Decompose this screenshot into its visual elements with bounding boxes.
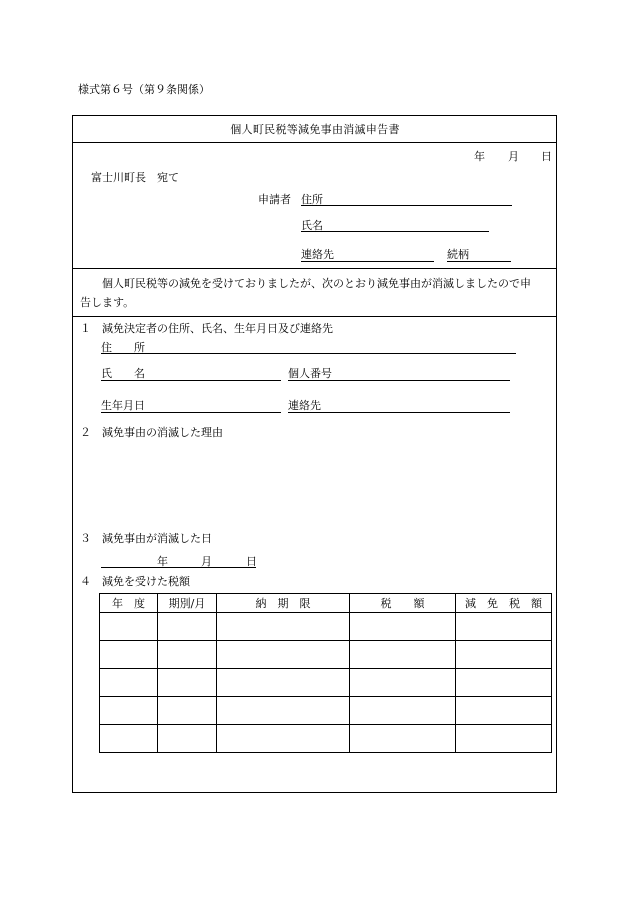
table-row bbox=[100, 641, 552, 669]
table-cell[interactable] bbox=[100, 613, 158, 641]
table-cell[interactable] bbox=[158, 641, 217, 669]
section1-address-field[interactable] bbox=[101, 353, 516, 354]
table-cell[interactable] bbox=[456, 641, 552, 669]
tax-table bbox=[99, 593, 552, 753]
section2-heading: ２ 減免事由の消滅した理由 bbox=[80, 426, 223, 439]
col-header-due-date: 納 期 限 bbox=[217, 594, 350, 613]
table-cell[interactable] bbox=[350, 697, 456, 725]
table-cell[interactable] bbox=[217, 669, 350, 697]
table-cell[interactable] bbox=[350, 613, 456, 641]
table-row bbox=[100, 697, 552, 725]
table-cell[interactable] bbox=[217, 725, 350, 753]
section2-reason-area[interactable] bbox=[100, 445, 550, 525]
applicant-address-field[interactable] bbox=[301, 205, 512, 206]
section1-heading: １ 減免決定者の住所、氏名、生年月日及び連絡先 bbox=[80, 322, 333, 335]
col-header-period: 期別/月 bbox=[158, 594, 217, 613]
table-cell[interactable] bbox=[158, 669, 217, 697]
section1-address-label: 住 所 bbox=[101, 341, 145, 354]
section1-birthdate-field[interactable] bbox=[101, 412, 281, 413]
section3-heading: ３ 減免事由が消滅した日 bbox=[80, 532, 212, 545]
table-cell[interactable] bbox=[456, 697, 552, 725]
applicant-name-field[interactable] bbox=[301, 231, 489, 232]
table-cell[interactable] bbox=[100, 697, 158, 725]
table-row bbox=[100, 725, 552, 753]
statement-line-1: 個人町民税等の減免を受けておりましたが、次のとおり減免事由が消滅しましたので申 bbox=[102, 277, 531, 290]
applicant-relation-label: 続柄 bbox=[447, 248, 469, 261]
applicant-label: 申請者 bbox=[258, 193, 291, 206]
table-cell[interactable] bbox=[158, 613, 217, 641]
table-cell[interactable] bbox=[217, 613, 350, 641]
date-month-label: 月 bbox=[508, 150, 519, 163]
date-day-label: 日 bbox=[541, 150, 552, 163]
title-divider bbox=[72, 142, 557, 143]
tax-table-header bbox=[100, 594, 552, 613]
table-cell[interactable] bbox=[100, 725, 158, 753]
col-header-fiscal-year: 年 度 bbox=[100, 594, 158, 613]
applicant-address-label: 住所 bbox=[301, 193, 323, 206]
section1-my-number-label: 個人番号 bbox=[288, 367, 332, 380]
section1-contact-field[interactable] bbox=[288, 412, 510, 413]
col-header-tax-amount: 税 額 bbox=[350, 594, 456, 613]
applicant-name-label: 氏名 bbox=[301, 219, 323, 232]
applicant-contact-label: 連絡先 bbox=[301, 248, 334, 261]
form-title: 個人町民税等減免事由消滅申告書 bbox=[230, 123, 400, 136]
form-number: 様式第６号（第９条関係） bbox=[78, 83, 210, 96]
statement-line-2: 告します。 bbox=[80, 296, 135, 309]
recipient: 富士川町長 宛て bbox=[91, 171, 179, 184]
section3-date-field[interactable] bbox=[101, 567, 256, 568]
table-cell[interactable] bbox=[350, 669, 456, 697]
applicant-relation-field[interactable] bbox=[447, 261, 511, 262]
table-row bbox=[100, 613, 552, 641]
header-divider bbox=[72, 268, 557, 269]
table-cell[interactable] bbox=[217, 641, 350, 669]
applicant-contact-field[interactable] bbox=[301, 261, 434, 262]
table-cell[interactable] bbox=[456, 669, 552, 697]
table-cell[interactable] bbox=[100, 669, 158, 697]
col-header-exemption-amount: 減 免 税 額 bbox=[456, 594, 552, 613]
table-cell[interactable] bbox=[217, 697, 350, 725]
section3-year-label: 年 bbox=[157, 555, 168, 568]
section1-birthdate-label: 生年月日 bbox=[101, 399, 145, 412]
table-row bbox=[100, 669, 552, 697]
table-cell[interactable] bbox=[100, 641, 158, 669]
section4-heading: ４ 減免を受けた税額 bbox=[80, 575, 190, 588]
table-cell[interactable] bbox=[456, 725, 552, 753]
section3-day-label: 日 bbox=[246, 555, 257, 568]
section1-my-number-field[interactable] bbox=[288, 380, 510, 381]
table-cell[interactable] bbox=[158, 697, 217, 725]
section1-name-label: 氏 名 bbox=[101, 367, 145, 380]
date-year-label: 年 bbox=[474, 150, 485, 163]
section1-name-field[interactable] bbox=[101, 380, 281, 381]
section1-contact-label: 連絡先 bbox=[288, 399, 321, 412]
statement-divider bbox=[72, 316, 557, 317]
table-cell[interactable] bbox=[158, 725, 217, 753]
table-cell[interactable] bbox=[350, 641, 456, 669]
table-cell[interactable] bbox=[350, 725, 456, 753]
section3-month-label: 月 bbox=[201, 555, 212, 568]
table-cell[interactable] bbox=[456, 613, 552, 641]
